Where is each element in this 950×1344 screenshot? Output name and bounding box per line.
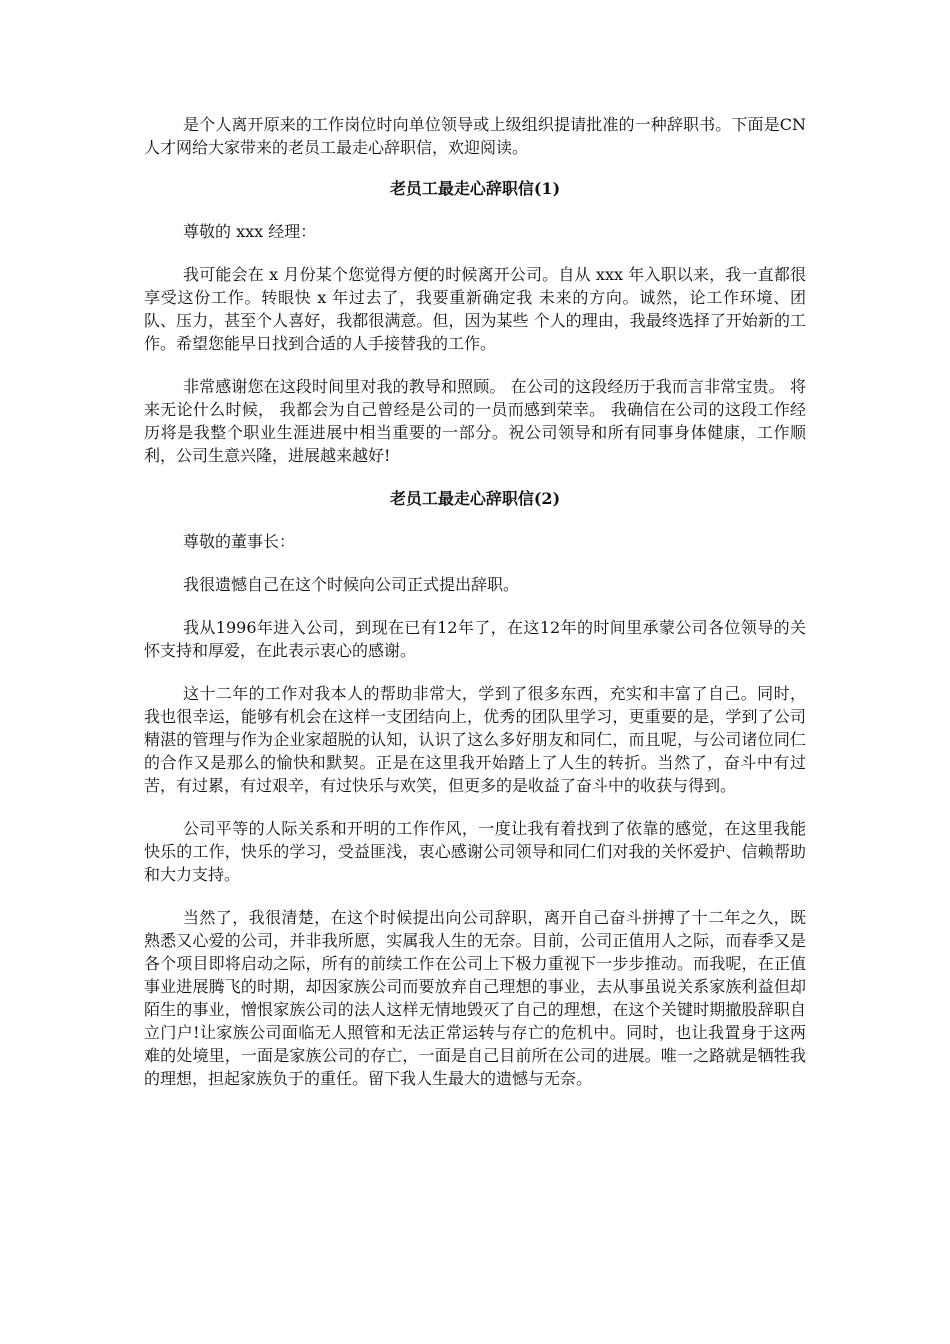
intro-paragraph: 是个人离开原来的工作岗位时向单位领导或上级组织提请批准的一种辞职书。下面是CN人才网给大家带来的老员工最走心辞职信，欢迎阅读。 bbox=[144, 115, 806, 157]
letter2-greeting: 尊敬的董事长： bbox=[183, 532, 296, 551]
letter2-paragraph-5: 当然了，我很清楚，在这个时候提出向公司辞职，离开自己奋斗拼搏了十二年之久，既熟悉又心爱的公司，并非我所愿，实属我人生的无奈。目前，公司正值用人之际，而春季又是各个项目即将启动之际，所有的前续工作在公司上下极力重视下一步步推动。而我呢，在正值事业进展腾飞的时期，却因家族公司而要放弃自己理想的事业，去从事虽说关系家族利益但却陌生的事业，憎恨家族公司的法人这样无情地毁灭了自己的理想，在这个关键时期撤股辞职自立门户!让家族公司面临无人照管和无法正常运转与存亡的危机中。同时，也让我置身于这两难的处境里，一面是家族公司的存亡，一面是自己目前所在公司的进展。唯一之路就是牺牲我的理想，担起家族负于的重任。留下我人生最大的遗憾与无奈。 bbox=[144, 908, 806, 1088]
letter1-title: 老员工最走心辞职信(1) bbox=[389, 179, 561, 198]
letter2-paragraph-3: 这十二年的工作对我本人的帮助非常大，学到了很多东西，充实和丰富了自己。同时，我也很幸运，能够有机会在这样一支团结向上，优秀的团队里学习，更重要的是，学到了公司精湛的管理与作为企业家超脱的认知，认识了这么多好朋友和同仁，而且呢，与公司诸位同仁的合作又是那么的愉快和默契。正是在这里我开始踏上了人生的转折。当然了，奋斗中有过苦，有过累，有过艰辛，有过快乐与欢笑，但更多的是收益了奋斗中的收获与得到。 bbox=[144, 684, 806, 795]
letter2-paragraph-1: 我很遗憾自己在这个时候向公司正式提出辞职。 bbox=[183, 575, 520, 594]
document-page bbox=[144, 113, 806, 1090]
letter2-paragraph-4: 公司平等的人际关系和开明的工作作风，一度让我有着找到了依靠的感觉，在这里我能快乐的工作，快乐的学习，受益匪浅，衷心感谢公司领导和同仁们对我的关怀爱护、信赖帮助和大力支持。 bbox=[144, 819, 806, 884]
letter2-paragraph-2: 我从1996年进入公司，到现在已有12年了，在这12年的时间里承蒙公司各位领导的关怀支持和厚爱，在此表示衷心的感谢。 bbox=[144, 618, 806, 660]
letter1-greeting: 尊敬的 xxx 经理： bbox=[183, 222, 317, 241]
letter1-paragraph-1: 我可能会在 x 月份某个您觉得方便的时候离开公司。自从 xxx 年入职以来，我一直都很享受这份工作。转眼快 x 年过去了，我要重新确定我 未来的方向。诚然，论工作环境、团队、压力，甚至个人喜好，我都很满意。但，因为某些 个人的理由，我最终选择了开始新的工作。希望您能早日找到合适的人手接替我的工作。 bbox=[144, 265, 806, 353]
letter1-paragraph-2: 非常感谢您在这段时间里对我的教导和照顾。 在公司的这段经历于我而言非常宝贵。 将 来无论什么时候， 我都会为自己曾经是公司的一员而感到荣幸。 我确信在公司的这段工作经 历将是我整个职业生涯进展中相当重要的一部分。祝公司领导和所有同事身体健康，工作顺利，公司生意兴隆，进展越来越好! bbox=[144, 377, 806, 465]
letter2-title: 老员工最走心辞职信(2) bbox=[389, 489, 561, 508]
